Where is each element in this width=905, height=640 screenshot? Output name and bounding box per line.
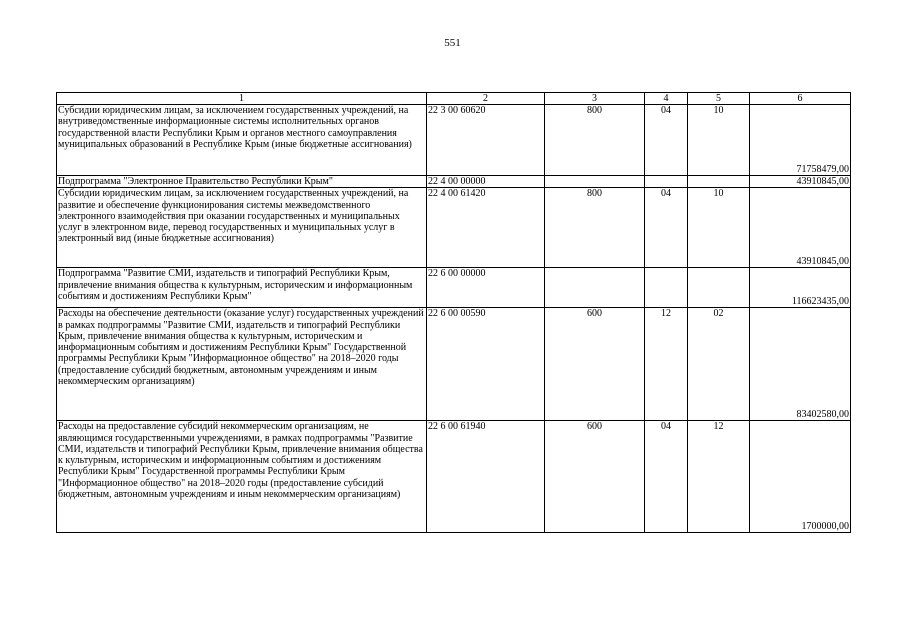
row-type [545, 176, 645, 188]
table-header-row [57, 93, 851, 105]
column-header: 5 [688, 93, 750, 105]
row-code: 22 4 00 00000 [427, 176, 545, 188]
row-type: 800 [545, 188, 645, 268]
row-code: 22 4 00 61420 [427, 188, 545, 268]
column-header: 2 [427, 93, 545, 105]
row-name: Расходы на предоставление субсидий некоммерческим организациям, не являющимся государственными учреждениями, в рамках подпрограммы "Развитие СМИ, издательств и типографий Республики Крым, привлечение внимания общества к культурным, историческим и информационным событиям и достижениям Республики Крым" Государственной программы Республики Крым "Информационное общество" на 2018–2020 годы (предоставление субсидий бюджетным, автономным учреждениям и иным некоммерческим организациям) [57, 421, 427, 533]
row-subsection: 12 [688, 421, 750, 533]
row-code: 22 3 00 60620 [427, 105, 545, 176]
row-section: 04 [645, 105, 688, 176]
table-row [57, 176, 851, 188]
row-type: 600 [545, 421, 645, 533]
row-amount: 43910845,00 [750, 176, 851, 188]
column-header: 3 [545, 93, 645, 105]
row-section: 12 [645, 308, 688, 421]
row-section [645, 176, 688, 188]
row-code: 22 6 00 61940 [427, 421, 545, 533]
row-name: Субсидии юридическим лицам, за исключением государственных учреждений, на внутриведомственные информационные системы исполнительных органов государственной власти Республики Крым и органов местного самоуправления муниципальных образований в Республике Крым (иные бюджетные ассигнования) [57, 105, 427, 176]
column-header: 6 [750, 93, 851, 105]
table-row [57, 421, 851, 533]
table-row [57, 268, 851, 308]
table-row [57, 188, 851, 268]
row-amount: 116623435,00 [750, 268, 851, 308]
page-number: 551 [444, 37, 461, 49]
row-name: Субсидии юридическим лицам, за исключением государственных учреждений, на развитие и обеспечение функционирования системы межведомственного электронного взаимодействия при оказании государственных и муниципальных услуг в электронном виде, перевод государственных и муниципальных услуг в электронный вид (иные бюджетные ассигнования) [57, 188, 427, 268]
table-row [57, 105, 851, 176]
row-amount: 1700000,00 [750, 421, 851, 533]
row-type: 800 [545, 105, 645, 176]
row-section [645, 268, 688, 308]
column-header: 4 [645, 93, 688, 105]
row-type [545, 268, 645, 308]
row-name: Подпрограмма "Развитие СМИ, издательств и типографий Республики Крым, привлечение внимания общества к культурным, историческим и информационным событиям и достижениям Республики Крым" [57, 268, 427, 308]
budget-table [56, 92, 851, 533]
table-row [57, 308, 851, 421]
row-subsection [688, 268, 750, 308]
row-subsection: 02 [688, 308, 750, 421]
row-subsection [688, 176, 750, 188]
row-amount: 43910845,00 [750, 188, 851, 268]
row-subsection: 10 [688, 105, 750, 176]
row-subsection: 10 [688, 188, 750, 268]
row-code: 22 6 00 00000 [427, 268, 545, 308]
row-name: Подпрограмма "Электронное Правительство Республики Крым" [57, 176, 427, 188]
row-type: 600 [545, 308, 645, 421]
column-header: 1 [57, 93, 427, 105]
row-amount: 71758479,00 [750, 105, 851, 176]
row-section: 04 [645, 188, 688, 268]
row-name: Расходы на обеспечение деятельности (оказание услуг) государственных учреждений в рамках подпрограммы "Развитие СМИ, издательств и типографий Республики Крым, привлечение внимания общества к культурным, историческим и информационным событиям и достижениям Республики Крым" Государственной программы Республики Крым "Информационное общество" на 2018–2020 годы (предоставление субсидий бюджетным, автономным учреждениям и иным некоммерческим организациям) [57, 308, 427, 421]
row-section: 04 [645, 421, 688, 533]
row-code: 22 6 00 00590 [427, 308, 545, 421]
row-amount: 83402580,00 [750, 308, 851, 421]
